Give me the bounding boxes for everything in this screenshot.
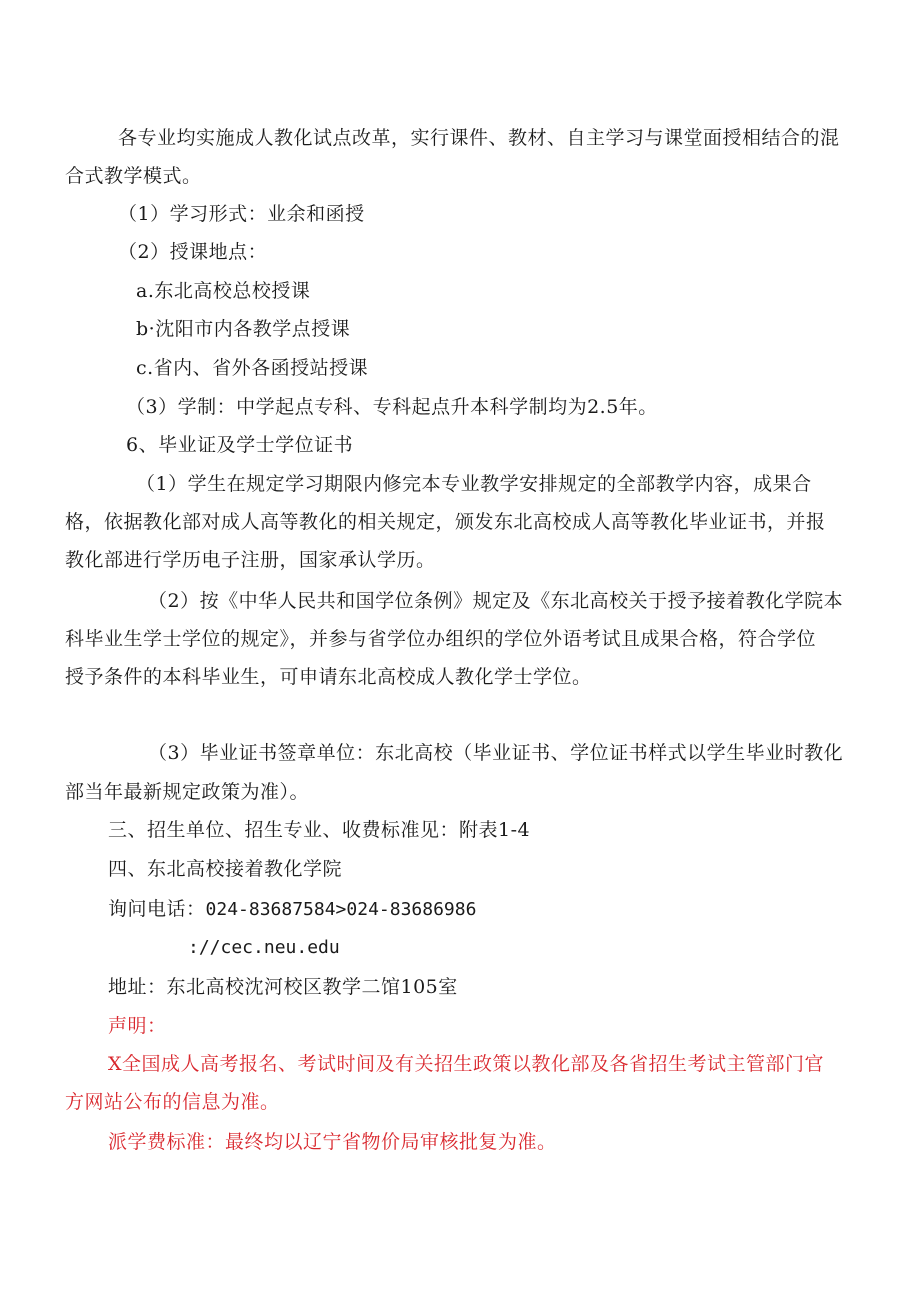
paragraph-1-line-3: 教化部进行学历电子注册，国家承认学历。 xyxy=(65,549,436,571)
teaching-place-c: c.省内、省外各函授站授课 xyxy=(136,357,369,379)
address-line: 地址：东北高校沈河校区教学二馆105室 xyxy=(108,976,458,998)
paragraph-3-line-2: 部当年最新规定政策为准）。 xyxy=(65,781,310,803)
phone-number: 024-83687584>024-83686986 xyxy=(205,899,477,920)
paragraph-1-line-1: （1）学生在规定学习期限内修完本专业教学安排规定的全部教学内容，成果合 xyxy=(136,473,812,495)
teaching-place-heading: （2）授课地点： xyxy=(118,241,268,263)
paragraph-3-line-1: （3）毕业证书签章单位：东北高校（毕业证书、学位证书样式以学生毕业时教化 xyxy=(148,742,844,764)
study-form: （1）学习形式：业余和函授 xyxy=(118,203,365,225)
study-duration: （3）学制：中学起点专科、专科起点升本科学制均为2.5年。 xyxy=(126,396,658,418)
paragraph-1-line-2: 格，依据教化部对成人高等教化的相关规定，颁发东北高校成人高等教化毕业证书，并报 xyxy=(65,511,826,533)
teaching-place-b: b·沈阳市内各教学点授课 xyxy=(136,318,351,340)
section-3-line: 三、招生单位、招生专业、收费标准见：附表1-4 xyxy=(108,819,531,841)
notice-line-2: 方网站公布的信息为准。 xyxy=(65,1091,280,1113)
intro-line-2: 合式教学模式。 xyxy=(65,165,202,187)
intro-line-1: 各专业均实施成人教化试点改革，实行课件、教材、自主学习与课堂面授相结合的混 xyxy=(118,127,840,149)
notice-label: 声明： xyxy=(108,1015,167,1037)
paragraph-2-line-3: 授予条件的本科毕业生，可申请东北高校成人教化学士学位。 xyxy=(65,666,592,688)
phone-label: 询问电话： xyxy=(108,898,206,920)
section-4-line: 四、东北高校接着教化学院 xyxy=(108,858,343,880)
notice-line-3: 派学费标准：最终均以辽宁省物价局审核批复为准。 xyxy=(108,1131,557,1153)
paragraph-2-line-1: （2）按《中华人民共和国学位条例》规定及《东北高校关于授予接着教化学院本 xyxy=(148,590,844,612)
notice-line-1: X全国成人高考报名、考试时间及有关招生政策以教化部及各省招生考试主管部门官 xyxy=(108,1053,825,1075)
website-url: ://cec.neu.edu xyxy=(188,937,340,958)
teaching-place-a: a.东北高校总校授课 xyxy=(136,280,311,302)
paragraph-2-line-2: 科毕业生学士学位的规定》，并参与省学位办组织的学位外语考试且成果合格，符合学位 xyxy=(65,628,817,650)
phone-line xyxy=(108,897,476,922)
section-6-title: 6、毕业证及学士学位证书 xyxy=(126,434,354,456)
